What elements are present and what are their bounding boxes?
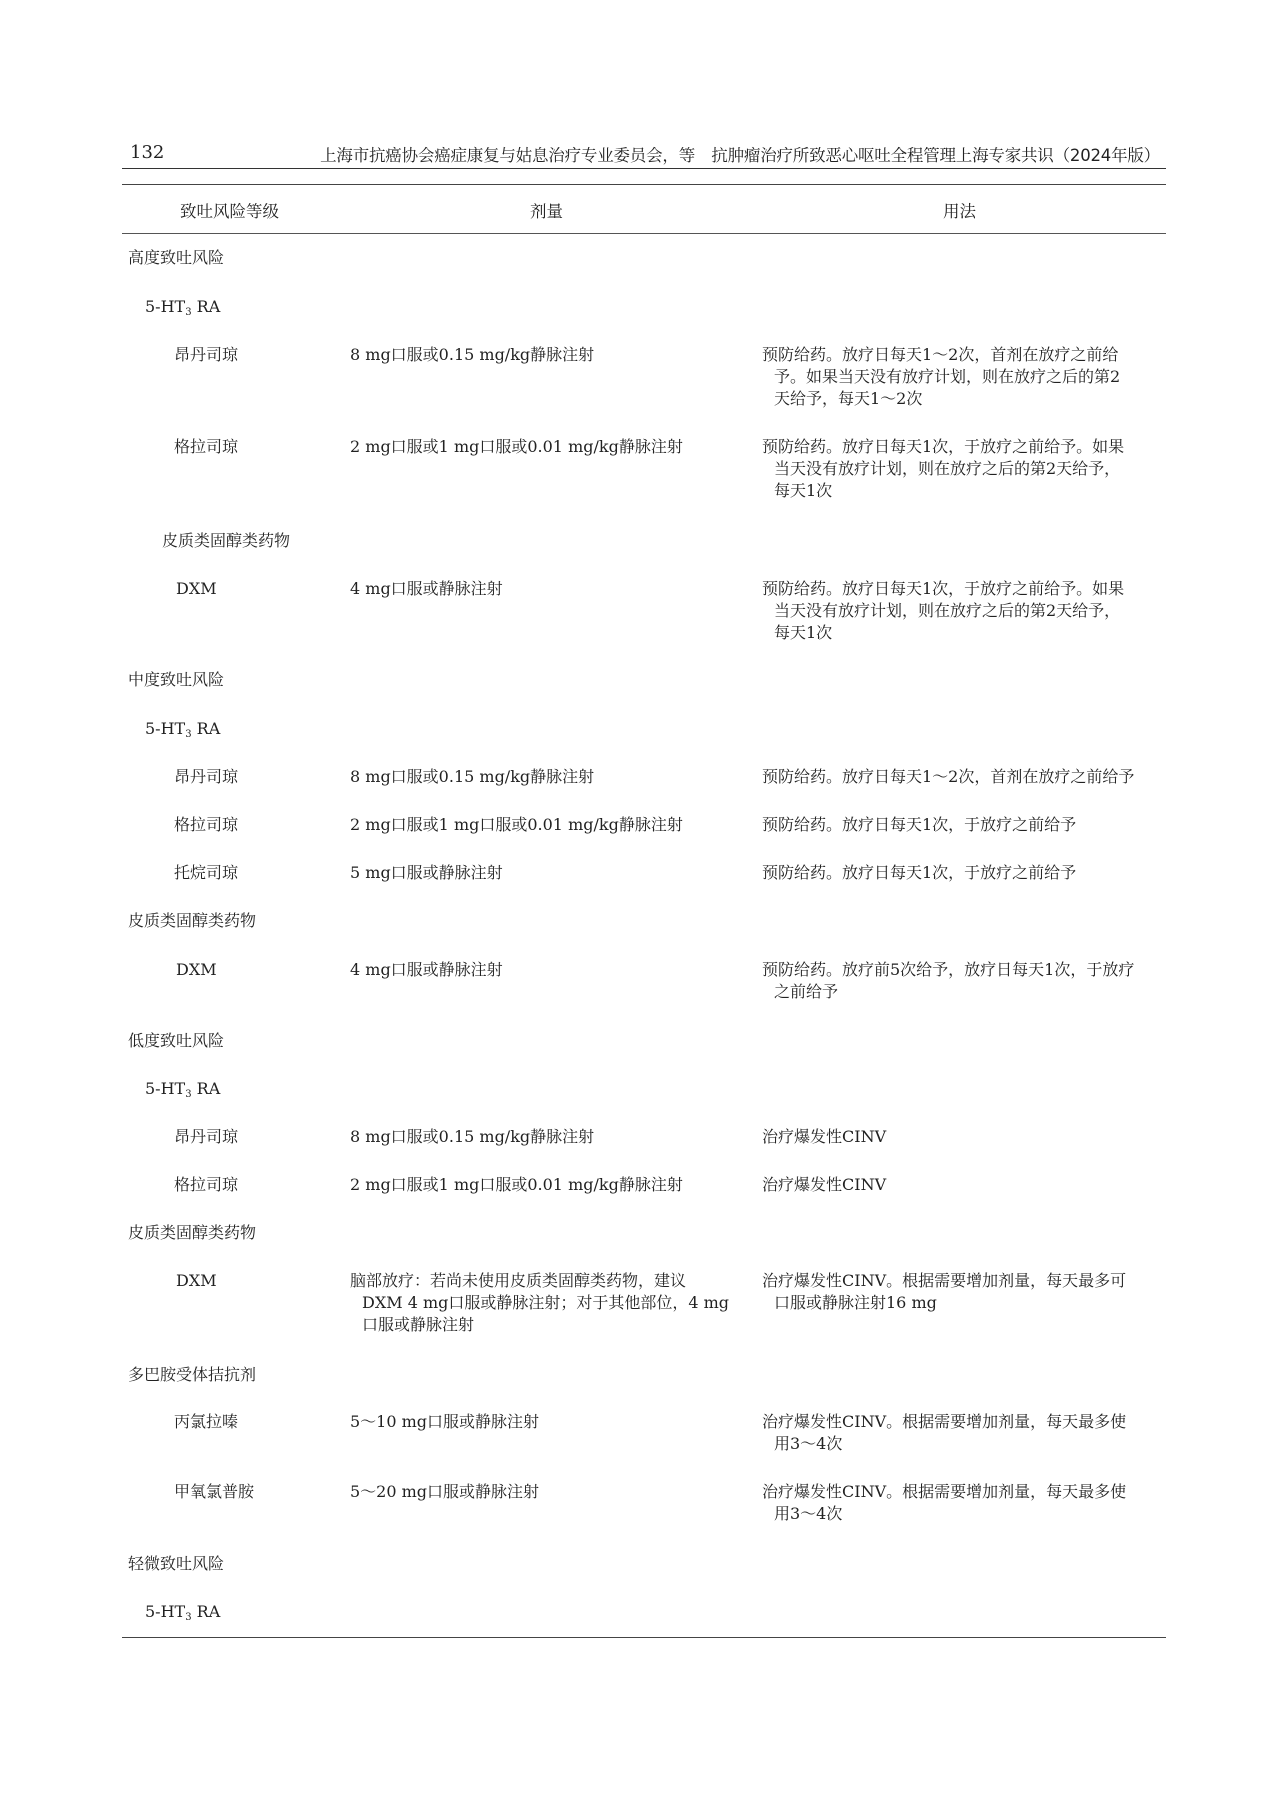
header-rule — [122, 168, 1166, 169]
drug-name: 昂丹司琼 — [174, 767, 239, 786]
usage-cell: 治疗爆发性CINV — [762, 1175, 887, 1194]
dose-cell: 4 mg口服或静脉注射 — [350, 579, 503, 598]
drug-class-label: 皮质类固醇类药物 — [128, 1223, 257, 1242]
drug-name: DXM — [176, 960, 217, 979]
usage-cell: 预防给药。放疗日每天1次，于放疗之前给予。如果 当天没有放疗计划，则在放疗之后的第2天给予， 每天1次 — [762, 579, 1125, 642]
usage-cell: 预防给药。放疗日每天1～2次，首剂在放疗之前给予 — [762, 767, 1135, 786]
drug-name: 格拉司琼 — [174, 437, 239, 456]
drug-class-label: $5-HT_3$ RA — [145, 1602, 221, 1623]
page-number: 132 — [130, 142, 165, 163]
risk-level-heading: 低度致吐风险 — [128, 1031, 225, 1050]
drug-name: 丙氯拉嗪 — [174, 1412, 239, 1431]
running-title: 上海市抗癌协会癌症康复与姑息治疗专业委员会，等 抗肿瘤治疗所致恶心呕吐全程管理上海专家共识（2024年版） — [320, 146, 1160, 165]
table-header-rule — [122, 233, 1166, 234]
drug-name: 托烷司琼 — [174, 863, 239, 882]
drug-name: DXM — [176, 1271, 217, 1290]
dose-cell: 5～20 mg口服或静脉注射 — [350, 1482, 540, 1501]
dose-cell: 4 mg口服或静脉注射 — [350, 960, 503, 979]
usage-cell: 治疗爆发性CINV。根据需要增加剂量，每天最多使 用3～4次 — [762, 1482, 1127, 1523]
table-top-rule — [122, 184, 1166, 185]
dose-cell: 脑部放疗：若尚未使用皮质类固醇类药物，建议 DXM 4 mg口服或静脉注射；对于其他部位，4 mg 口服或静脉注射 — [350, 1271, 730, 1334]
dose-cell: 2 mg口服或1 mg口服或0.01 mg/kg静脉注射 — [350, 437, 683, 456]
column-header-dose: 剂量 — [530, 202, 563, 221]
drug-class-label: 皮质类固醇类药物 — [128, 911, 257, 930]
usage-cell: 预防给药。放疗日每天1次，于放疗之前给予 — [762, 863, 1077, 882]
risk-level-heading: 轻微致吐风险 — [128, 1554, 225, 1573]
dose-cell: 2 mg口服或1 mg口服或0.01 mg/kg静脉注射 — [350, 1175, 683, 1194]
usage-cell: 预防给药。放疗日每天1次，于放疗之前给予。如果 当天没有放疗计划，则在放疗之后的第2天给予， 每天1次 — [762, 437, 1125, 500]
running-header — [122, 138, 1166, 168]
usage-cell: 治疗爆发性CINV — [762, 1127, 887, 1146]
dose-cell: 8 mg口服或0.15 mg/kg静脉注射 — [350, 1127, 595, 1146]
usage-cell: 预防给药。放疗日每天1次，于放疗之前给予 — [762, 815, 1077, 834]
usage-cell: 预防给药。放疗前5次给予，放疗日每天1次，于放疗 之前给予 — [762, 960, 1135, 1001]
usage-cell: 治疗爆发性CINV。根据需要增加剂量，每天最多使 用3～4次 — [762, 1412, 1127, 1453]
drug-name: 格拉司琼 — [174, 815, 239, 834]
drug-class-label: 多巴胺受体拮抗剂 — [128, 1365, 257, 1384]
dose-cell: 8 mg口服或0.15 mg/kg静脉注射 — [350, 767, 595, 786]
drug-class-label: $5-HT_3$ RA — [145, 719, 221, 740]
dose-cell: 5～10 mg口服或静脉注射 — [350, 1412, 540, 1431]
usage-cell: 治疗爆发性CINV。根据需要增加剂量，每天最多可 口服或静脉注射16 mg — [762, 1271, 1127, 1312]
drug-name: 昂丹司琼 — [174, 345, 239, 364]
dose-cell: 2 mg口服或1 mg口服或0.01 mg/kg静脉注射 — [350, 815, 683, 834]
drug-name: DXM — [176, 579, 217, 598]
dose-cell: 5 mg口服或静脉注射 — [350, 863, 503, 882]
drug-name: 甲氧氯普胺 — [174, 1482, 255, 1501]
usage-cell: 预防给药。放疗日每天1～2次，首剂在放疗之前给 予。如果当天没有放疗计划，则在放疗之后的第2 天给予，每天1～2次 — [762, 345, 1121, 408]
risk-level-heading: 中度致吐风险 — [128, 670, 225, 689]
risk-level-heading: 高度致吐风险 — [128, 248, 225, 267]
column-header-risk-level: 致吐风险等级 — [180, 202, 279, 221]
drug-class-label: $5-HT_3$ RA — [145, 297, 221, 318]
drug-name: 格拉司琼 — [174, 1175, 239, 1194]
drug-name: 昂丹司琼 — [174, 1127, 239, 1146]
dose-cell: 8 mg口服或0.15 mg/kg静脉注射 — [350, 345, 595, 364]
drug-class-label: $5-HT_3$ RA — [145, 1079, 221, 1100]
column-header-usage: 用法 — [943, 202, 976, 221]
table-bottom-rule — [122, 1637, 1166, 1638]
drug-class-label: 皮质类固醇类药物 — [162, 531, 291, 550]
